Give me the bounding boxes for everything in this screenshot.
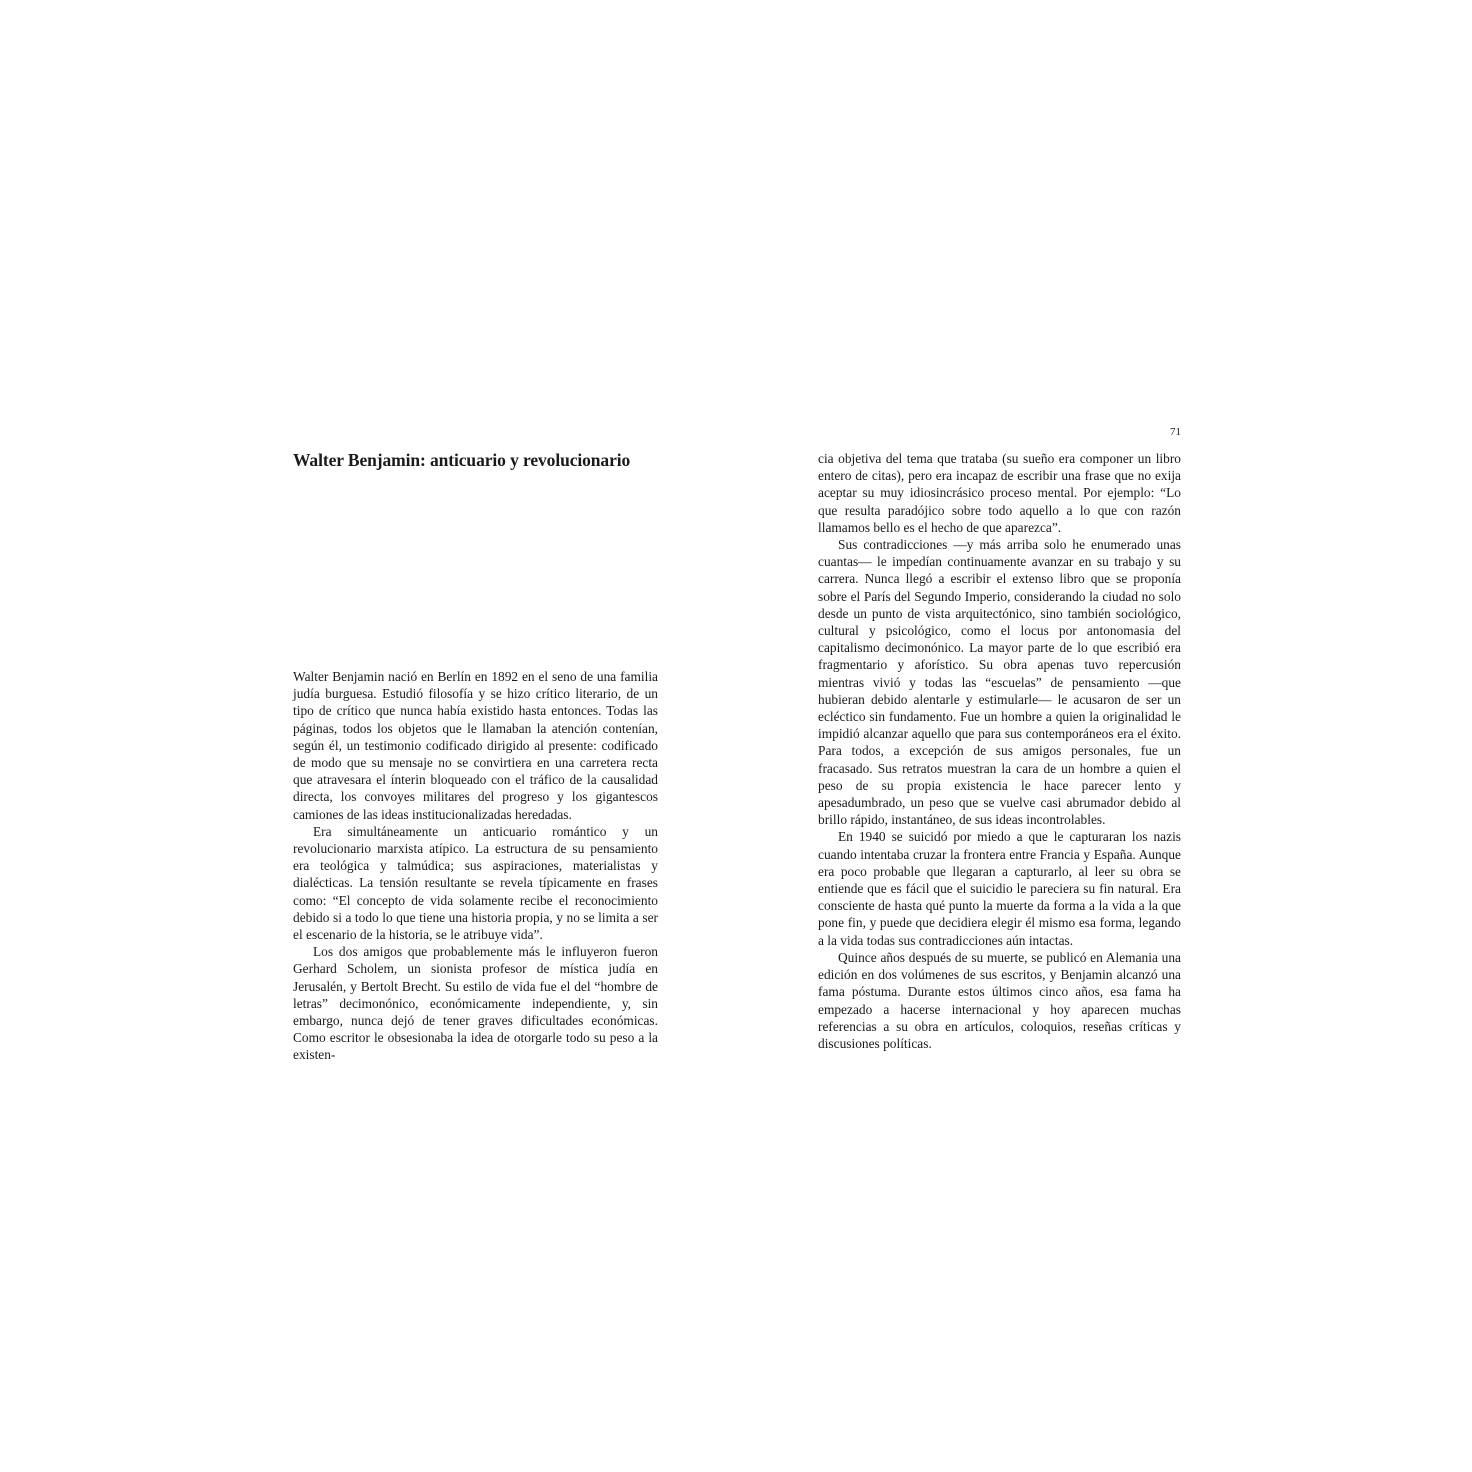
left-page [293, 448, 658, 1063]
right-page [818, 424, 1181, 1052]
chapter-title: Walter Benjamin: anticuario y revolucionario [293, 450, 631, 470]
paragraph: Era simultáneamente un anticuario romántico y un revolucionario marxista atípico. La estructura de su pensamiento era teológica y talmúdica; sus aspiraciones, materialistas y dialécticas. La tensión resultante se revela típicamente en frases como: “El concepto de vida solamente recibe el reconocimiento debido si a todo lo que tiene una historia propia, y no se limita a ser el escenario de la historia, se le atribuye vida”. [293, 823, 658, 943]
paragraph: cia objetiva del tema que trataba (su sueño era componer un libro entero de citas), pero era incapaz de escribir una frase que no exija aceptar su muy idiosincrásico proceso mental. Por ejemplo: “Lo que resulta paradójico sobre todo aquello a lo que con razón llamamos bello es el hecho de que aparezca”. [818, 451, 1181, 535]
paragraph: Sus contradicciones —y más arriba solo he enumerado unas cuantas— le impedían continuamente avanzar en su trabajo y su carrera. Nunca llegó a escribir el extenso libro que se proponía sobre el París del Segundo Imperio, considerando la ciudad no solo desde un punto de vista arquitectónico, sino también sociológico, cultural y psicológico, como el locus por antonomasia del capitalismo decimonónico. La mayor parte de lo que escribió era fragmentario y aforístico. Su obra apenas tuvo repercusión mientras vivió y todas las “escuelas” de pensamiento —que hubieran debido alentarle y estimularle— le acusaron de ser un ecléctico sin fundamento. Fue un hombre a quien la originalidad le impidió alcanzar aquello que para sus contemporáneos era el éxito. Para todos, a excepción de sus amigos personales, fue un fracasado. Sus retratos muestran la cara de un hombre a quien el peso de su propia existencia le hace parecer lento y apesadumbrado, un peso que se vuelve casi abrumador debido al brillo rápido, instantáneo, de sus ideas incontrolables. [818, 537, 1181, 828]
paragraph: Walter Benjamin nació en Berlín en 1892 en el seno de una familia judía burguesa. Estudió filosofía y se hizo crítico literario, de un tipo de crítico que nunca había existido hasta entonces. Todas las páginas, todos los objetos que le llamaban la atención contenían, según él, un testimonio codificado dirigido al presente: codificado de modo que su mensaje no se convirtiera en una carretera recta que atravesara el ínterin bloqueado con el tráfico de la causalidad directa, los convoyes militares del progreso y los gigantescos camiones de las ideas institucionalizadas heredadas. [293, 669, 658, 822]
paragraph: Quince años después de su muerte, se publicó en Alemania una edición en dos volúmenes de sus escritos, y Benjamin alcanzó una fama póstuma. Durante estos últimos cinco años, esa fama ha empezado a hacerse internacional y hoy aparecen muchas referencias a su obra en artículos, coloquios, reseñas críticas y discusiones políticas. [818, 949, 1181, 1051]
paragraph: Los dos amigos que probablemente más le influyeron fueron Gerhard Scholem, un sionista profesor de mística judía en Jerusalén, y Bertolt Brecht. Su estilo de vida fue el del “hombre de letras” decimonónico, económicamente independiente, y, sin embargo, nunca dejó de tener graves dificultades económicas. Como escritor le obsesionaba la idea de otorgarle todo su peso a la existen- [293, 944, 658, 1063]
paragraph: En 1940 se suicidó por miedo a que le capturaran los nazis cuando intentaba cruzar la frontera entre Francia y España. Aunque era poco probable que llegaran a capturarlo, al leer su obra se entiende que es fácil que el suicidio le pareciera su fin natural. Era consciente de hasta qué punto la muerte da forma a la vida a la que pone fin, y puede que decidiera elegir él mismo esa forma, legando a la vida todas sus contradicciones aún intactas. [818, 829, 1181, 948]
page-number: 71 [1170, 426, 1181, 438]
right-body-text [818, 450, 1181, 1052]
left-body-text [293, 668, 658, 1064]
